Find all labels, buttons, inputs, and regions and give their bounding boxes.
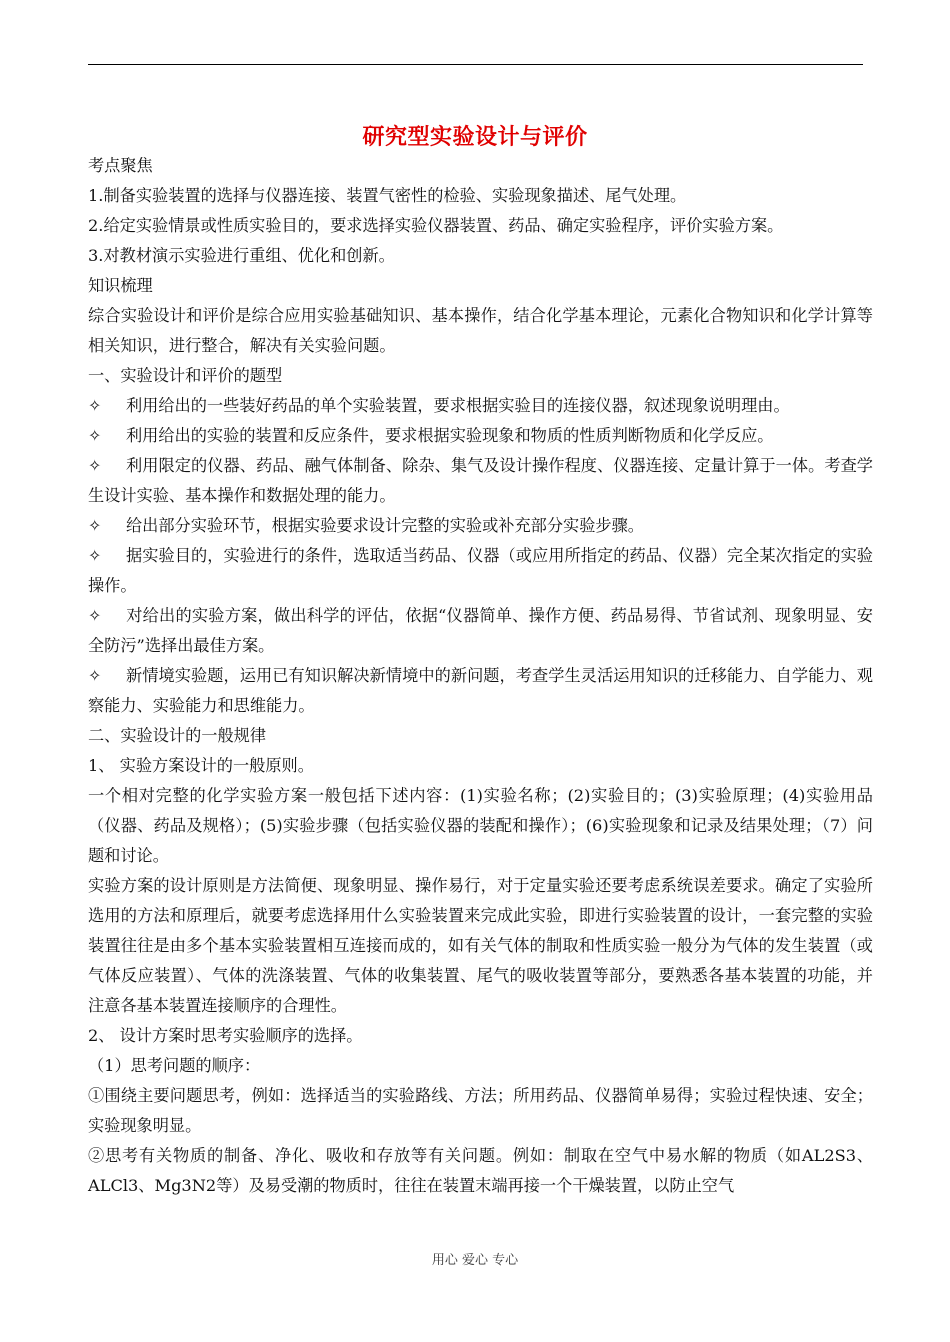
- bullet-item: [88, 421, 873, 451]
- paragraph: 实验方案的设计原则是方法简便、现象明显、操作易行，对于定量实验还要考虑系统误差要求。确定了实验所选用的方法和原理后，就要考虑选择用什么实验装置来完成此实验，即进行实验装置的设计，一套完整的实验装置往往是由多个基本实验装置相互连接而成的，如有关气体的制取和性质实验一般分为气体的发生装置（或气体反应装置）、气体的洗涤装置、气体的收集装置、尾气的吸收装置等部分，要熟悉各基本装置的功能，并注意各基本装置连接顺序的合理性。: [88, 876, 873, 1015]
- section-heading: 知识梳理: [88, 276, 153, 295]
- diamond-bullet-icon: ✧: [88, 666, 102, 685]
- paragraph: 一个相对完整的化学实验方案一般包括下述内容：(1)实验名称；(2)实验目的；(3)实验原理；(4)实验用品（仪器、药品及规格）；(5)实验步骤（包括实验仪器的装配和操作）；(6)实验现象和记录及结果处理；（7）问题和讨论。: [88, 786, 873, 865]
- paragraph: 1.制备实验装置的选择与仪器连接、装置气密性的检验、实验现象描述、尾气处理。: [88, 186, 687, 205]
- paragraph: ①围绕主要问题思考，例如：选择适当的实验路线、方法；所用药品、仪器简单易得；实验过程快速、安全；实验现象明显。: [88, 1086, 873, 1135]
- document-title: 研究型实验设计与评价: [362, 124, 588, 150]
- diamond-bullet-icon: ✧: [88, 606, 102, 625]
- diamond-bullet-icon: ✧: [88, 516, 102, 535]
- diamond-bullet-icon: ✧: [88, 426, 102, 445]
- paragraph: （1）思考问题的顺序：: [88, 1056, 261, 1075]
- bullet-item: [88, 541, 873, 601]
- section-heading: 二、实验设计的一般规律: [88, 726, 267, 745]
- header-rule: [88, 64, 863, 65]
- bullet-item: [88, 391, 873, 421]
- bullet-text: 据实验目的，实验进行的条件，选取适当药品、仪器（或应用所指定的药品、仪器）完全某次指定的实验操作。: [88, 546, 873, 595]
- paragraph: 3.对教材演示实验进行重组、优化和创新。: [88, 246, 395, 265]
- bullet-text: 利用限定的仪器、药品、融气体制备、除杂、集气及设计操作程度、仪器连接、定量计算于一体。考查学生设计实验、基本操作和数据处理的能力。: [88, 456, 873, 505]
- subsection-heading: 1、 实验方案设计的一般原则。: [88, 756, 314, 775]
- diamond-bullet-icon: ✧: [88, 456, 102, 475]
- bullet-item: [88, 451, 873, 511]
- bullet-item: [88, 511, 873, 541]
- document-body: [88, 151, 873, 1201]
- bullet-item: [88, 601, 873, 661]
- bullet-text: 对给出的实验方案，做出科学的评估，依据“仪器简单、操作方便、药品易得、节省试剂、现象明显、安全防污”选择出最佳方案。: [88, 606, 873, 655]
- page-footer: 用心 爱心 专心: [431, 1253, 519, 1268]
- section-heading: 考点聚焦: [88, 156, 153, 175]
- subsection-heading: 2、 设计方案时思考实验顺序的选择。: [88, 1026, 363, 1045]
- paragraph: 2.给定实验情景或性质实验目的，要求选择实验仪器装置、药品、确定实验程序，评价实验方案。: [88, 216, 784, 235]
- bullet-text: 新情境实验题，运用已有知识解决新情境中的新问题，考查学生灵活运用知识的迁移能力、自学能力、观察能力、实验能力和思维能力。: [88, 666, 873, 715]
- paragraph: 综合实验设计和评价是综合应用实验基础知识、基本操作，结合化学基本理论，元素化合物知识和化学计算等相关知识，进行整合，解决有关实验问题。: [88, 306, 873, 355]
- bullet-text: 利用给出的实验的装置和反应条件，要求根据实验现象和物质的性质判断物质和化学反应。: [126, 426, 774, 445]
- bullet-text: 给出部分实验环节，根据实验要求设计完整的实验或补充部分实验步骤。: [126, 516, 644, 535]
- section-heading: 一、实验设计和评价的题型: [88, 366, 283, 385]
- paragraph: ②思考有关物质的制备、净化、吸收和存放等有关问题。例如：制取在空气中易水解的物质（如AL2S3、ALCl3、Mg3N2等）及易受潮的物质时，往往在装置末端再接一个干燥装置，以防止空气: [88, 1146, 873, 1195]
- bullet-text: 利用给出的一些装好药品的单个实验装置，要求根据实验目的连接仪器，叙述现象说明理由。: [126, 396, 790, 415]
- bullet-item: [88, 661, 873, 721]
- diamond-bullet-icon: ✧: [88, 546, 102, 565]
- diamond-bullet-icon: ✧: [88, 396, 102, 415]
